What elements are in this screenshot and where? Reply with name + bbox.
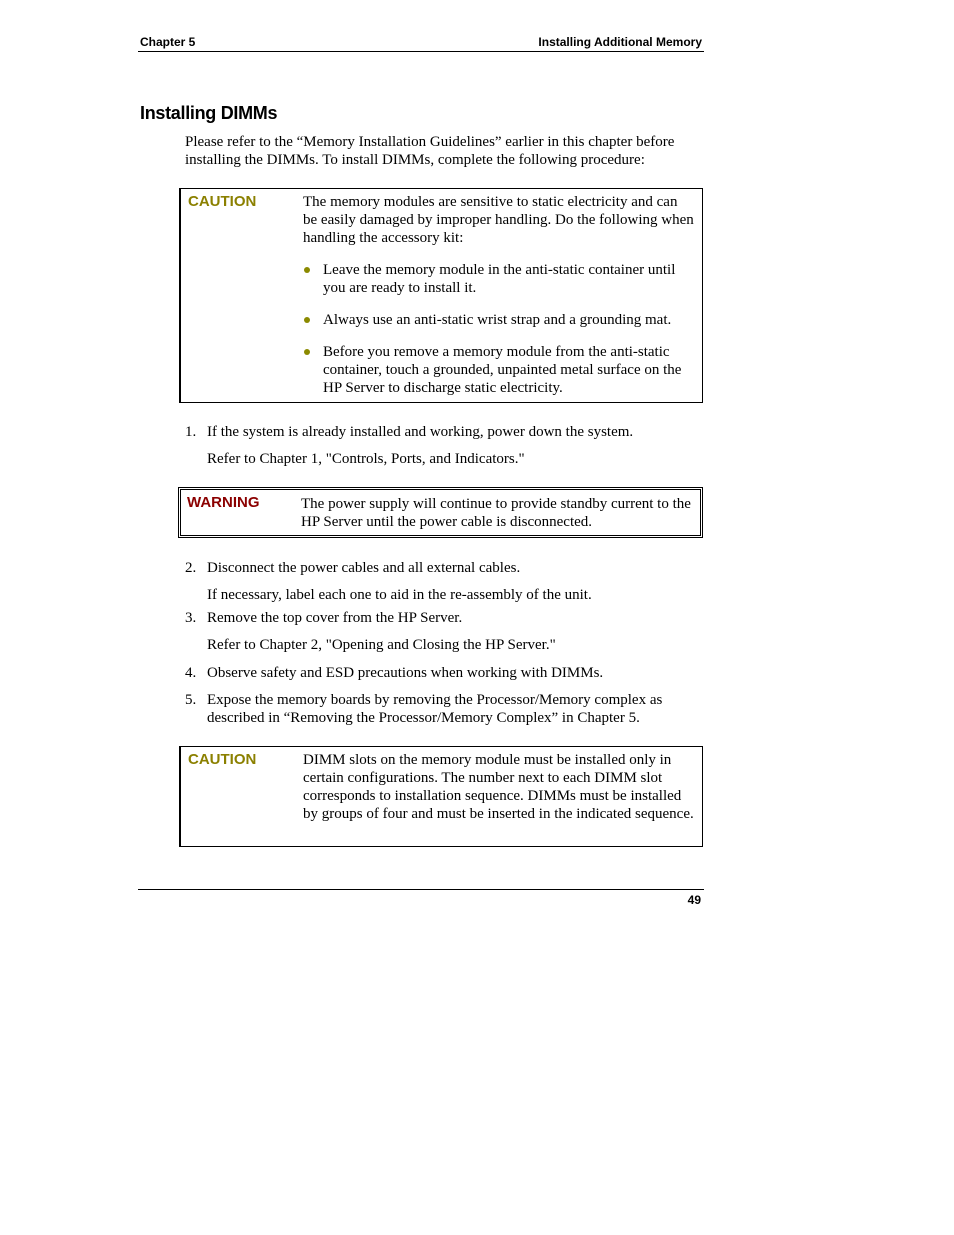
caution-box-dimm-slots bbox=[179, 746, 703, 847]
caution-box-static bbox=[179, 188, 703, 403]
step-text: If the system is already installed and working, power down the system. bbox=[207, 424, 634, 440]
step-text: Expose the memory boards by removing the Processor/Memory complex as described in “Removing the Processor/Memory Complex” in Chapter 5. bbox=[207, 692, 663, 726]
caution-text: DIMM slots on the memory module must be installed only in certain configurations. The number next to each DIMM slot corresponds to installation sequence. DIMMs must be installed by groups of four and must be inserted in the indicated sequence. bbox=[303, 752, 694, 822]
warning-text: The power supply will continue to provide standby current to the HP Server until the power cable is disconnected. bbox=[301, 496, 691, 530]
bullet-text: Before you remove a memory module from the anti-static container, touch a grounded, unpainted metal surface on the HP Server to discharge static electricity. bbox=[323, 344, 682, 396]
step-text: Observe safety and ESD precautions when working with DIMMs. bbox=[207, 665, 604, 681]
caution-label: CAUTION bbox=[188, 751, 257, 768]
chapter-label: Chapter 5 bbox=[140, 35, 196, 49]
caution-text: The memory modules are sensitive to static electricity and can be easily damaged by improper handling. Do the following when handling the accessory kit: bbox=[303, 194, 694, 246]
bullet-item bbox=[303, 311, 695, 329]
step-number: 5. bbox=[185, 692, 197, 708]
bullet-text: Leave the memory module in the anti-static container until you are ready to install it. bbox=[323, 262, 676, 296]
bullet-icon bbox=[304, 349, 310, 355]
page-number: 49 bbox=[687, 893, 701, 907]
section-title: Installing Additional Memory bbox=[538, 35, 702, 49]
caution-body bbox=[303, 193, 695, 411]
page-header bbox=[138, 34, 704, 52]
warning-label: WARNING bbox=[187, 494, 260, 511]
bullet-icon bbox=[304, 317, 310, 323]
bullet-text: Always use an anti-static wrist strap and a grounding mat. bbox=[323, 312, 672, 328]
bullet-item bbox=[303, 343, 695, 397]
caution-bullet-list bbox=[303, 261, 695, 397]
page-title: Installing DIMMs bbox=[140, 103, 278, 123]
step-note: Refer to Chapter 1, "Controls, Ports, and Indicators." bbox=[207, 451, 525, 467]
step-note: If necessary, label each one to aid in the re-assembly of the unit. bbox=[207, 587, 592, 603]
step-text: Disconnect the power cables and all external cables. bbox=[207, 560, 521, 576]
step-note: Refer to Chapter 2, "Opening and Closing the HP Server." bbox=[207, 637, 556, 653]
bullet-icon bbox=[304, 267, 310, 273]
step-number: 4. bbox=[185, 665, 197, 681]
intro-paragraph: Please refer to the “Memory Installation Guidelines” earlier in this chapter before installing the DIMMs. To install DIMMs, complete the following procedure: bbox=[185, 134, 675, 168]
warning-box bbox=[178, 487, 703, 538]
step-number: 1. bbox=[185, 424, 197, 440]
step-number: 2. bbox=[185, 560, 197, 576]
step-number: 3. bbox=[185, 610, 197, 626]
bullet-item bbox=[303, 261, 695, 297]
step-text: Remove the top cover from the HP Server. bbox=[207, 610, 463, 626]
caution-label: CAUTION bbox=[188, 193, 257, 210]
page-footer bbox=[138, 889, 704, 910]
